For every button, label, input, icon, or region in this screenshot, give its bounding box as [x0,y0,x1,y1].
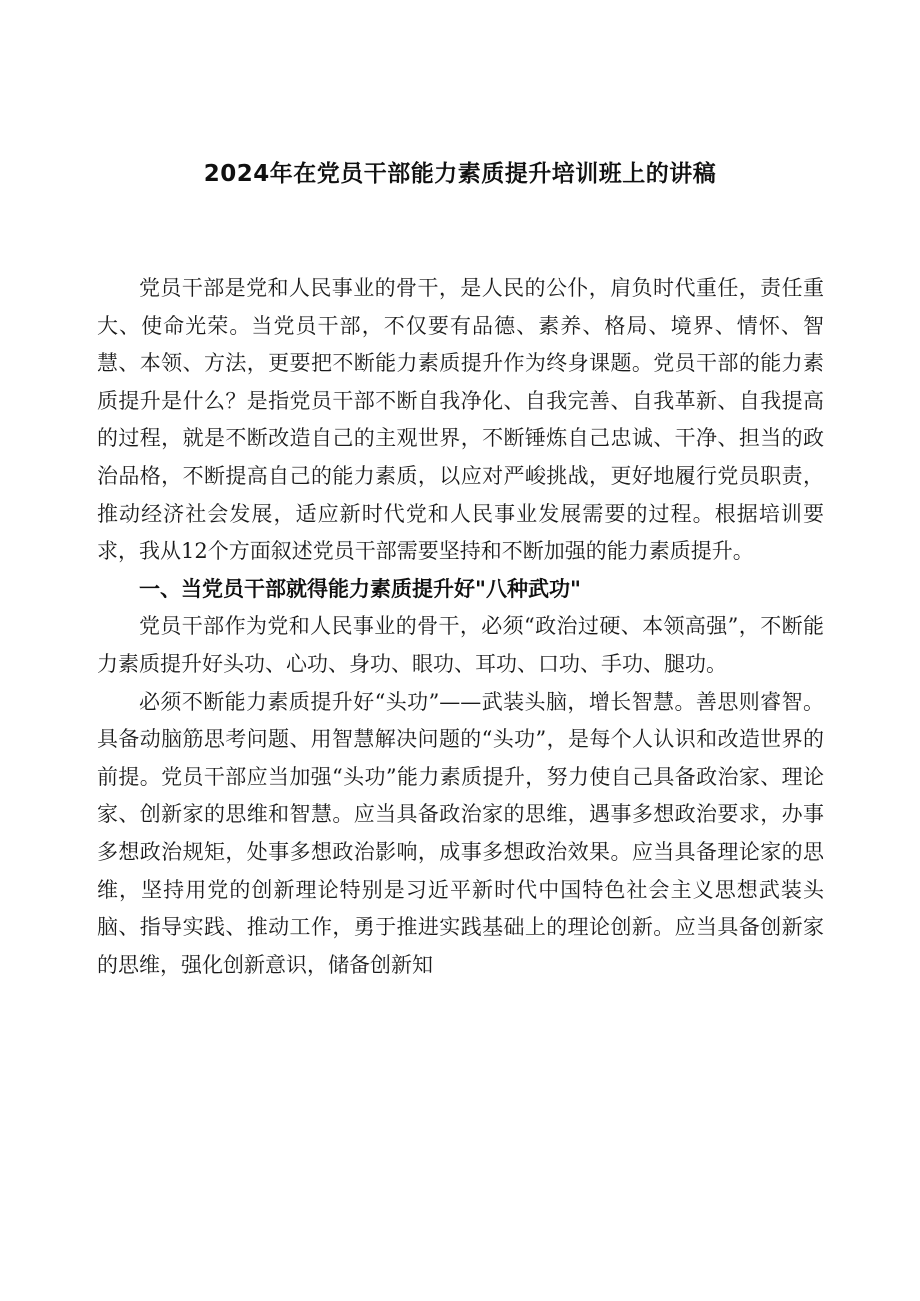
paragraph-intro: 党员干部是党和人民事业的骨干，是人民的公仆，肩负时代重任，责任重大、使命光荣。当党员干部，不仅要有品德、素养、格局、境界、情怀、智慧、本领、方法，更要把不断能力素质提升作为终身课题。党员干部的能力素质提升是什么？是指党员干部不断自我净化、自我完善、自我革新、自我提高的过程，就是不断改造自己的主观世界，不断锤炼自己忠诚、干净、担当的政治品格，不断提高自己的能力素质，以应对严峻挑战，更好地履行党员职责，推动经济社会发展，适应新时代党和人民事业发展需要的过程。根据培训要求，我从12个方面叙述党员干部需要坚持和不断加强的能力素质提升。 [97,276,824,564]
document-title: 2024年在党员干部能力素质提升培训班上的讲稿 [203,161,717,187]
paragraph-section-1-intro: 党员干部作为党和人民事业的骨干，必须“政治过硬、本领高强”，不断能力素质提升好头功、心功、身功、眼功、耳功、口功、手功、腿功。 [97,614,824,676]
paragraph-head-skill: 必须不断能力素质提升好“头功”——武装头脑，增长智慧。善思则睿智。具备动脑筋思考问题、用智慧解决问题的“头功”，是每个人认识和改造世界的前提。党员干部应当加强“头功”能力素质提升，努力使自己具备政治家、理论家、创新家的思维和智慧。应当具备政治家的思维，遇事多想政治要求，办事多想政治规矩，处事多想政治影响，成事多想政治效果。应当具备理论家的思维，坚持用党的创新理论特别是习近平新时代中国特色社会主义思想武装头脑、指导实践、推动工作，勇于推进实践基础上的理论创新。应当具备创新家的思维，强化创新意识，储备创新知 [97,689,824,977]
section-heading-1: 一、当党员干部就得能力素质提升好"八种武功" [139,576,581,601]
document-body [97,270,824,984]
